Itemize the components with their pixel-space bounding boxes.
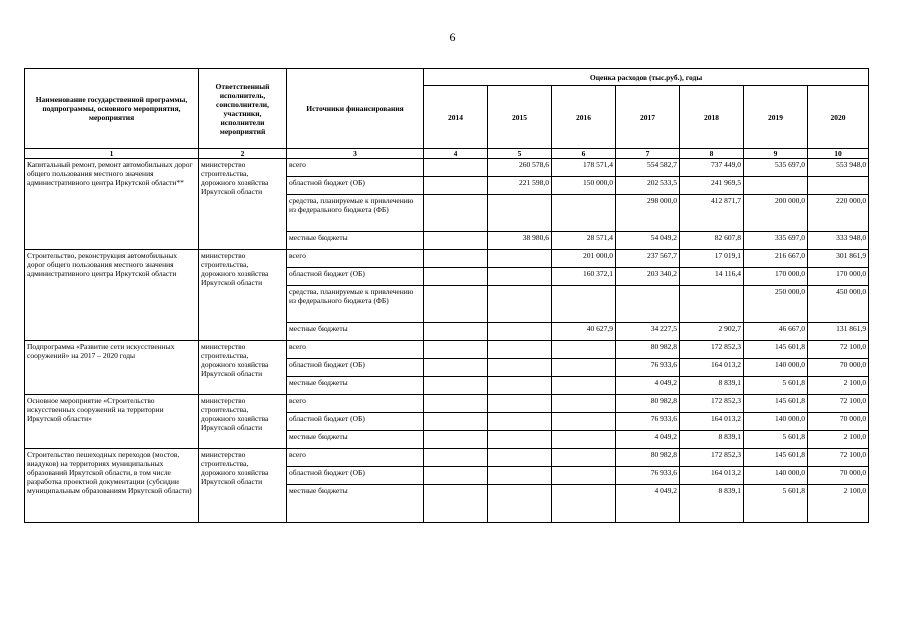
funding-source: местные бюджеты	[287, 431, 424, 449]
expense-value-2015	[488, 485, 552, 523]
expense-value-2014	[424, 268, 488, 286]
expense-value-2014	[424, 467, 488, 485]
expense-value-2017: 298 000,0	[616, 195, 680, 232]
expense-value-2018: 172 852,3	[680, 341, 744, 359]
expense-value-2015	[488, 467, 552, 485]
funding-source: местные бюджеты	[287, 485, 424, 523]
expense-value-2014	[424, 250, 488, 268]
expense-value-2015	[488, 286, 552, 323]
expense-value-2017: 4 049,2	[616, 431, 680, 449]
table-row	[25, 341, 869, 359]
funding-source: областной бюджет (ОБ)	[287, 413, 424, 431]
expense-value-2020: 450 000,0	[808, 286, 869, 323]
expense-value-2018: 164 013,2	[680, 359, 744, 377]
page-number: 6	[449, 30, 456, 44]
expense-value-2020: 220 000,0	[808, 195, 869, 232]
funding-source: областной бюджет (ОБ)	[287, 268, 424, 286]
column-number: 8	[680, 149, 744, 159]
funding-source: областной бюджет (ОБ)	[287, 359, 424, 377]
header-year: 2020	[808, 86, 869, 149]
responsible-executor: министерство строительства, дорожного хозяйства Иркутской области	[199, 159, 287, 250]
expense-value-2015	[488, 323, 552, 341]
funding-source: всего	[287, 449, 424, 467]
column-number: 5	[488, 149, 552, 159]
expense-value-2014	[424, 323, 488, 341]
column-number: 6	[552, 149, 616, 159]
expense-value-2019: 140 000,0	[744, 413, 808, 431]
expense-value-2015	[488, 268, 552, 286]
expense-value-2014	[424, 449, 488, 467]
expense-value-2020: 72 100,0	[808, 341, 869, 359]
expense-value-2020: 70 000,0	[808, 359, 869, 377]
expense-value-2017: 54 049,2	[616, 232, 680, 250]
expense-value-2020: 553 948,0	[808, 159, 869, 177]
funding-source: местные бюджеты	[287, 323, 424, 341]
header-responsible: Ответственный исполнитель, соисполнители, участники, исполнители мероприятий	[199, 69, 287, 149]
expense-value-2016	[552, 485, 616, 523]
expense-value-2017: 203 340,2	[616, 268, 680, 286]
expense-value-2014	[424, 159, 488, 177]
expense-value-2014	[424, 431, 488, 449]
expense-value-2018: 8 839,1	[680, 431, 744, 449]
expense-value-2015: 221 598,0	[488, 177, 552, 195]
expense-value-2018: 172 852,3	[680, 449, 744, 467]
header-year: 2016	[552, 86, 616, 149]
funding-source: всего	[287, 250, 424, 268]
expense-value-2017: 80 982,8	[616, 341, 680, 359]
expense-value-2020: 72 100,0	[808, 449, 869, 467]
expense-value-2015	[488, 195, 552, 232]
expense-value-2016	[552, 449, 616, 467]
expense-value-2020: 170 000,0	[808, 268, 869, 286]
expense-value-2019: 335 697,0	[744, 232, 808, 250]
expense-value-2020: 301 861,9	[808, 250, 869, 268]
expense-value-2016	[552, 286, 616, 323]
expense-value-2018: 82 607,8	[680, 232, 744, 250]
expense-value-2017: 4 049,2	[616, 485, 680, 523]
funding-source: средства, планируемые к привлечению из федерального бюджета (ФБ)	[287, 195, 424, 232]
expense-value-2019: 46 667,0	[744, 323, 808, 341]
expense-value-2018: 17 019,1	[680, 250, 744, 268]
expense-value-2016	[552, 395, 616, 413]
expense-value-2017: 80 982,8	[616, 449, 680, 467]
table-row	[25, 159, 869, 177]
funding-source: средства, планируемые к привлечению из федерального бюджета (ФБ)	[287, 286, 424, 323]
responsible-executor: министерство строительства, дорожного хозяйства Иркутской области	[199, 449, 287, 523]
header-year: 2015	[488, 86, 552, 149]
expense-value-2016	[552, 341, 616, 359]
column-number: 4	[424, 149, 488, 159]
expense-value-2019: 145 601,8	[744, 395, 808, 413]
column-number: 9	[744, 149, 808, 159]
expense-value-2020: 333 948,0	[808, 232, 869, 250]
header-name: Наименование государственной программы, подпрограммы, основного мероприятия, мероприятия	[25, 69, 199, 149]
expense-value-2015	[488, 341, 552, 359]
expense-value-2015: 260 578,6	[488, 159, 552, 177]
expense-value-2014	[424, 286, 488, 323]
header-estimate: Оценка расходов (тыс.руб.), годы	[424, 69, 869, 86]
expense-value-2016	[552, 377, 616, 395]
expense-value-2018: 412 871,7	[680, 195, 744, 232]
expense-value-2019: 145 601,8	[744, 449, 808, 467]
expense-value-2015	[488, 395, 552, 413]
expense-value-2016	[552, 413, 616, 431]
expense-value-2019: 140 000,0	[744, 359, 808, 377]
expense-value-2017	[616, 286, 680, 323]
activity-name: Капитальный ремонт, ремонт автомобильных дорог общего пользования местного значения административного центра Иркутской области**	[25, 159, 199, 250]
responsible-executor: министерство строительства, дорожного хозяйства Иркутской области	[199, 250, 287, 341]
expense-value-2016	[552, 195, 616, 232]
expense-value-2019: 216 667,0	[744, 250, 808, 268]
table-row	[25, 250, 869, 268]
expense-value-2018: 8 839,1	[680, 377, 744, 395]
expense-value-2017: 4 049,2	[616, 377, 680, 395]
expense-value-2018: 164 013,2	[680, 467, 744, 485]
funding-source: местные бюджеты	[287, 377, 424, 395]
funding-source: местные бюджеты	[287, 232, 424, 250]
expense-value-2017: 80 982,8	[616, 395, 680, 413]
expense-value-2017: 76 933,6	[616, 413, 680, 431]
expense-value-2020: 131 861,9	[808, 323, 869, 341]
expense-value-2019: 140 000,0	[744, 467, 808, 485]
expense-value-2018: 172 852,3	[680, 395, 744, 413]
expense-value-2018: 241 969,5	[680, 177, 744, 195]
expense-value-2015	[488, 431, 552, 449]
expense-value-2015	[488, 250, 552, 268]
expense-value-2017: 202 533,5	[616, 177, 680, 195]
expense-value-2019: 250 000,0	[744, 286, 808, 323]
expense-value-2019: 5 601,8	[744, 431, 808, 449]
expense-value-2015: 38 980,6	[488, 232, 552, 250]
expense-value-2016: 40 627,9	[552, 323, 616, 341]
expense-value-2020: 2 100,0	[808, 377, 869, 395]
expense-value-2020: 2 100,0	[808, 431, 869, 449]
expense-value-2018	[680, 286, 744, 323]
expenditure-table	[24, 68, 869, 523]
column-number: 3	[287, 149, 424, 159]
expense-value-2017: 237 567,7	[616, 250, 680, 268]
expense-value-2016	[552, 467, 616, 485]
expense-value-2015	[488, 413, 552, 431]
expense-value-2019: 5 601,8	[744, 485, 808, 523]
expense-value-2014	[424, 395, 488, 413]
expense-value-2018: 164 013,2	[680, 413, 744, 431]
header-year: 2019	[744, 86, 808, 149]
header-year: 2014	[424, 86, 488, 149]
expense-value-2017: 554 582,7	[616, 159, 680, 177]
funding-source: областной бюджет (ОБ)	[287, 467, 424, 485]
column-number: 10	[808, 149, 869, 159]
expense-value-2019	[744, 177, 808, 195]
header-year: 2017	[616, 86, 680, 149]
expense-value-2015	[488, 449, 552, 467]
expense-value-2014	[424, 485, 488, 523]
expense-value-2016: 150 000,0	[552, 177, 616, 195]
expense-value-2016: 28 571,4	[552, 232, 616, 250]
activity-name: Подпрограмма «Развитие сети искусственных сооружений» на 2017 – 2020 годы	[25, 341, 199, 395]
responsible-executor: министерство строительства, дорожного хозяйства Иркутской области	[199, 395, 287, 449]
expense-value-2015	[488, 359, 552, 377]
expense-value-2014	[424, 232, 488, 250]
expense-value-2015	[488, 377, 552, 395]
expense-value-2018: 2 902,7	[680, 323, 744, 341]
expense-value-2017: 34 227,5	[616, 323, 680, 341]
expense-value-2019: 170 000,0	[744, 268, 808, 286]
expense-value-2019: 200 000,0	[744, 195, 808, 232]
expense-value-2014	[424, 177, 488, 195]
column-number: 2	[199, 149, 287, 159]
expense-value-2016: 201 000,0	[552, 250, 616, 268]
expense-value-2018: 8 839,1	[680, 485, 744, 523]
expense-value-2014	[424, 341, 488, 359]
funding-source: всего	[287, 341, 424, 359]
expense-value-2016	[552, 431, 616, 449]
expense-value-2020: 72 100,0	[808, 395, 869, 413]
funding-source: всего	[287, 395, 424, 413]
expense-value-2020	[808, 177, 869, 195]
funding-source: областной бюджет (ОБ)	[287, 177, 424, 195]
expense-value-2017: 76 933,6	[616, 359, 680, 377]
expense-value-2020: 2 100,0	[808, 485, 869, 523]
responsible-executor: министерство строительства, дорожного хозяйства Иркутской области	[199, 341, 287, 395]
expense-value-2016: 160 372,1	[552, 268, 616, 286]
table-row	[25, 395, 869, 413]
expense-value-2018: 14 116,4	[680, 268, 744, 286]
funding-source: всего	[287, 159, 424, 177]
expense-value-2019: 535 697,0	[744, 159, 808, 177]
expense-value-2014	[424, 377, 488, 395]
table-row	[25, 449, 869, 467]
activity-name: Строительство пешеходных переходов (мостов, виадуков) на территориях муниципальных образований Иркутской области, в том числе разработка проектной документации (субсидии муниципальным образованиям Иркутской области)	[25, 449, 199, 523]
column-number: 1	[25, 149, 199, 159]
expense-value-2014	[424, 413, 488, 431]
expense-value-2017: 76 933,6	[616, 467, 680, 485]
activity-name: Основное мероприятие «Строительство искусственных сооружений на территории Иркутской области»	[25, 395, 199, 449]
expense-value-2019: 5 601,8	[744, 377, 808, 395]
header-sources: Источники финансирования	[287, 69, 424, 149]
expense-value-2014	[424, 359, 488, 377]
expense-value-2020: 70 000,0	[808, 413, 869, 431]
expense-value-2016	[552, 359, 616, 377]
column-number: 7	[616, 149, 680, 159]
expense-value-2019: 145 601,8	[744, 341, 808, 359]
table-body	[25, 159, 869, 523]
expense-value-2020: 70 000,0	[808, 467, 869, 485]
expense-value-2018: 737 449,0	[680, 159, 744, 177]
expense-value-2016: 178 571,4	[552, 159, 616, 177]
expense-value-2014	[424, 195, 488, 232]
activity-name: Строительство, реконструкция автомобильных дорог общего пользования местного значения административного центра Иркутской области	[25, 250, 199, 341]
header-year: 2018	[680, 86, 744, 149]
